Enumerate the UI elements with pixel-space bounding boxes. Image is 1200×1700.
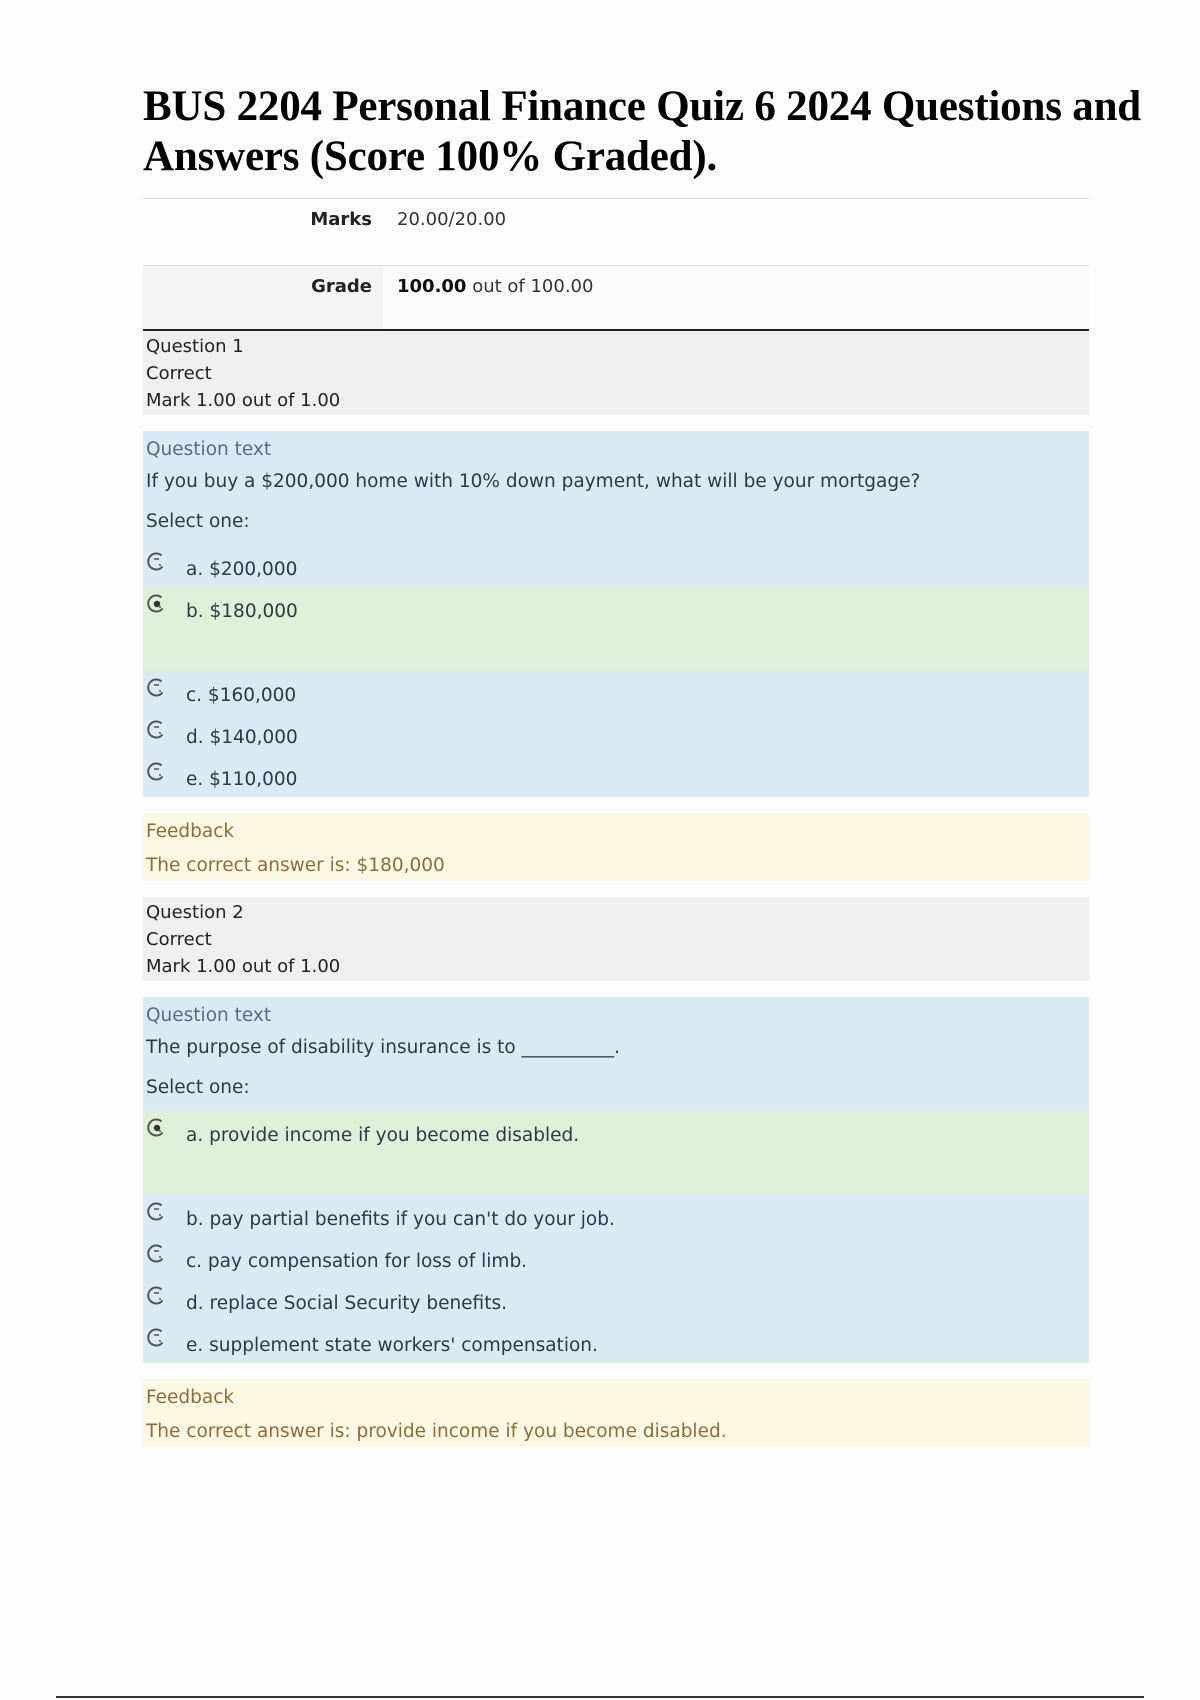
radio-unchecked-icon[interactable] [146,761,168,783]
question-content [143,431,1089,797]
question-content [143,997,1089,1363]
feedback-label: Feedback [146,1387,235,1408]
document-title: BUS 2204 Personal Finance Quiz 6 2024 Questions and Answers (Score 100% Graded). [143,83,1142,180]
grade-row [143,266,1089,331]
answer-option-correct[interactable] [143,587,1089,671]
grade-value [383,266,1089,329]
answer-option[interactable] [143,1279,1089,1321]
page-bottom-rule [56,1696,1144,1698]
question-number: Question 1 [146,336,244,357]
grade-score: 100.00 [397,276,467,297]
question-text-label: Question text [146,1005,272,1026]
question-mark: Mark 1.00 out of 1.00 [146,956,341,977]
answer-option[interactable] [143,1237,1089,1279]
answer-option-label: e. $110,000 [186,769,298,790]
grade-total: out of 100.00 [466,276,594,297]
answer-option[interactable] [143,713,1089,755]
answer-option-label: d. $140,000 [186,727,298,748]
answer-option-label: b. $180,000 [186,601,298,622]
marks-row [143,199,1089,266]
quiz-review-page [143,82,1142,1447]
marks-label: Marks [310,209,372,230]
feedback-text: The correct answer is: $180,000 [146,855,445,876]
radio-checked-icon[interactable] [146,593,168,615]
radio-unchecked-icon[interactable] [146,551,168,573]
answer-option[interactable] [143,671,1089,713]
question-text: The purpose of disability insurance is to __________. [146,1037,620,1058]
marks-value: 20.00/20.00 [397,209,507,230]
question-status: Correct [146,363,212,384]
feedback-label: Feedback [146,821,235,842]
question-text-label: Question text [146,439,272,460]
answer-option[interactable] [143,545,1089,587]
radio-unchecked-icon[interactable] [146,1201,168,1223]
radio-unchecked-icon[interactable] [146,1243,168,1265]
question-mark: Mark 1.00 out of 1.00 [146,390,341,411]
question-text: If you buy a $200,000 home with 10% down payment, what will be your mortgage? [146,471,921,492]
answer-option-label: e. supplement state workers' compensation. [186,1335,598,1356]
radio-unchecked-icon[interactable] [146,719,168,741]
question-info [143,897,1089,981]
radio-unchecked-icon[interactable] [146,1327,168,1349]
answer-option-label: a. $200,000 [186,559,298,580]
radio-unchecked-icon[interactable] [146,677,168,699]
answer-option-label: a. provide income if you become disabled. [186,1125,580,1146]
answer-option-label: c. $160,000 [186,685,297,706]
feedback-panel [143,1379,1089,1447]
select-prompt: Select one: [146,1077,250,1098]
answer-option[interactable] [143,755,1089,797]
answer-option-label: c. pay compensation for loss of limb. [186,1251,528,1272]
answer-option[interactable] [143,1321,1089,1363]
grade-label: Grade [143,266,383,329]
answer-option-label: b. pay partial benefits if you can't do your job. [186,1209,615,1230]
answer-option-label: d. replace Social Security benefits. [186,1293,507,1314]
question-info [143,331,1089,415]
feedback-panel [143,813,1089,881]
answer-option-correct[interactable] [143,1111,1089,1195]
answer-option[interactable] [143,1195,1089,1237]
radio-checked-icon[interactable] [146,1117,168,1139]
feedback-text: The correct answer is: provide income if you become disabled. [146,1421,727,1442]
question-status: Correct [146,929,212,950]
quiz-summary-table [143,199,1089,331]
select-prompt: Select one: [146,511,250,532]
question-number: Question 2 [146,902,244,923]
radio-unchecked-icon[interactable] [146,1285,168,1307]
